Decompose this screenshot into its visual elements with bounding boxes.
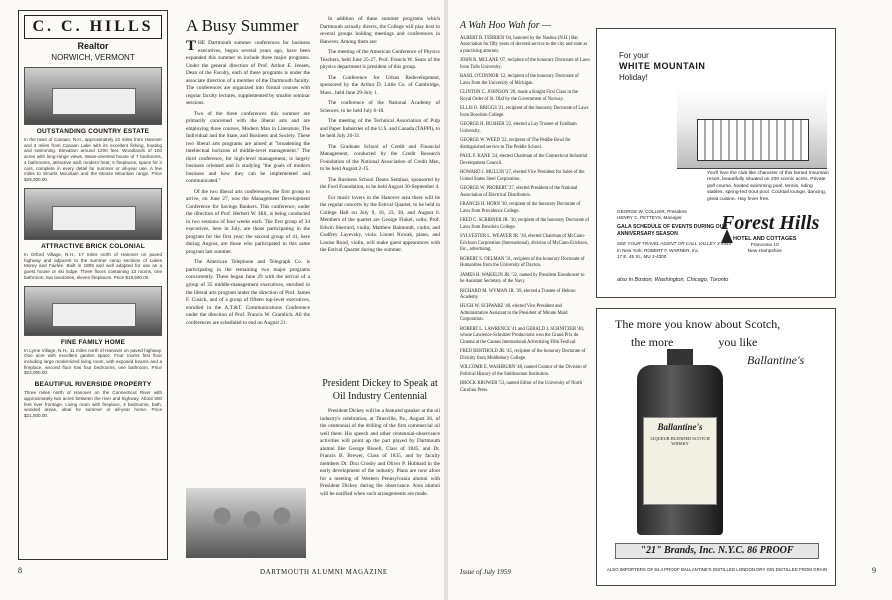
paragraph: For music lovers in the Hanover area there will be the regular concerts by the Estival Quartet, to be held in College Hall on July 9, 16, 23, 30, and August 6. Members of the quartet are George Finkel, cello; Prof. Edwin Sherrard, violin; Matthew Raimondi, violin; and Godfrey Layevsky, viola. Lionel Nowak, piano, and Louise Rood, violin, will make guest appearances with the Estival Quartet during the summer. [320,194,440,254]
paragraph: President Dickey will be a featured speaker at the oil industry's celebration, at Titusville, Pa., August 26, of the centennial of the drilling of the first commercial oil well there. His speech and other centennial-observance activities will point up the part played by Dartmouth alumni like George Bissell, Class of 1845, and Dr. Francis B. Brewer, Class of 1835, and by faculty members Dr. Dixi Crosby and Oliver P. Hubbard in the early development of the industry. Plans are now afoot for a meeting of Western Pennsylvania alumni with President Dickey during the observance. Area alumni will be notified when such arrangements are made. [320,408,440,497]
paragraph: The Business School Deans Seminar, sponsored by the Ford Foundation, to be held August 30-September 4. [320,176,440,191]
paragraph: Two of the three conferences this summer are primarily concerned with the liberal arts and are employing three courses, Modern Man in Literature, The Individual and the State, and Business and Society. These two liberal arts programs are aimed at "broadening the intellectual horizons of middle-level management." The third conference, for high-level management, is largely business oriented and is studying "the goals of modern business and how they can be implemented and communicated." [186,110,310,185]
article-headline: A Busy Summer [186,16,299,35]
list-item: FRANCIS H. HORN '30, recipient of the honorary Doctorate of Laws from Providence College. [460,202,581,214]
list-item: JAMES H. WAKELIN JR. '32, named by President Eisenhower to be Assistant Secretary of the Navy. [460,272,585,285]
schedule-title: GALA SCHEDULE OF EVENTS DURING OUR ANNIVERSARY SEASON [617,224,728,238]
wah-hoo-list [460,36,590,397]
list-item: ALBERT B. TERRIEN '04, honored by the Nashua (N.H.) Bar Association for fifty years of devoted service to the city and state as a practicing attorney. [460,36,588,54]
bottle-label [643,417,717,505]
agent-line: SEE YOUR TRAVEL AGENT OR CALL VALLEY 3-5544 [617,241,732,247]
wah-hoo-title: A Wah Hoo Wah for — [460,20,552,31]
brand-state: New Hampshire [747,249,782,255]
page-number-right: 9 [872,566,876,575]
tagline-line: For your [619,51,649,60]
label-text: LIQUEUR BLENDED SCOTCH WHISKY [650,435,710,447]
family-home-photo [24,286,162,336]
brand-town: Franconia 10 [750,243,779,249]
scotch-headline [631,335,757,350]
manager-line: HENRY C. PETTEYS, Manager [617,215,682,221]
scotch-word: you like [718,335,758,349]
brand-sub-line: HOTEL AND COTTAGES [733,236,797,242]
realtor-role: Realtor [77,41,109,51]
list-item: GEORGE W. PROBERT '27, elected President of the National Association of Electrical Distributors. [460,186,578,198]
scotch-brand-line: Ballantine's [747,353,805,367]
ny-address: 17 E. 45 St., MU 2-4300 [617,253,667,259]
listing-title: FINE FAMILY HOME [60,338,126,346]
list-item: WILCOMB E. WASHBURN '48, named Curator of the Division of Political History of the Smithsonian Institution. [460,365,587,377]
paragraph: The American Telephone and Telegraph Co. is participating in the remaining two major programs concurrently. These began June 29 with the arrival of a group of 35 middle-management executives, enrolled in the liberal arts program under the direction of Prof. James F. Cusick, and of a group of fifteen top-level executives, enrolled in the A.T.&T. Communications Conference under the direction of Prof. Francis W. Gramlich. All the conferences are scheduled to end on August 21. [186,259,310,326]
oil-article-body [320,408,440,501]
graduates-photo [186,488,306,558]
page-right [448,0,892,600]
realtor-ad [18,10,168,560]
paragraph: The meeting of the Technical Association of Pulp and Paper Industries of the U.S. and Canada (TAPPI), to be held July 20-31. [320,118,440,140]
list-item: BASIL O'CONNOR '12, recipient of the honorary Doctorate of Laws from the University of Michigan. [460,74,579,86]
hotel-brand-sub [733,236,796,256]
label-brand: Ballantine's [657,422,703,432]
article-column-1 [186,40,310,330]
list-item: FRED BERTHOLD JR. '45, recipient of the honorary Doctorate of Divinity from Middlebury College. [460,349,586,361]
list-item: BROCK BROWER '53, named Editor of the University of North Carolina Press. [460,381,582,393]
paragraph: HE Dartmouth summer conferences for business executives, begun several years ago, have been expanded this summer to include three major programs. Under the general direction of Prof. Arthur E. Jensen, Dean of the Faculty, each of these programs is under the associate direction of a member of the Dartmouth faculty. The conferences are organized into formal courses with regular faculty lectures, supplemented by smaller seminar sessions. [186,40,310,107]
distributor-bar: "21" Brands, Inc. N.Y.C. 86 PROOF [615,543,819,559]
issue-date: Issue of July 1959 [460,568,511,576]
listing-text: In Orford Village, N.H., 17 miles north of Hanover on paved highway and adjacent to the summer camp sections of Lakes Morey and Fairlee. Built in 1809 and well adapted for use as a guest house or ski lodge. Three floors containing 13 rooms, one bathroom, two lavatories, eleven fireplaces. Price $19,500.00. [24,251,162,280]
hotel-cities: also in Boston, Washington, Chicago, Toronto [617,277,729,283]
list-item: SYLVESTER L. WEAVER JR. '30, elected Chairman of McCann-Erickson Corporation (International), division of McCann-Erickson, Inc., advertising. [460,234,588,253]
colonial-photo [24,188,162,240]
listing-title: BEAUTIFUL RIVERSIDE PROPERTY [34,381,152,389]
scotch-headline: The more you know about Scotch, [615,317,781,331]
tagline-line: WHITE MOUNTAIN [619,61,706,72]
paragraph: The meeting of the American Conference of Physics Teachers, held June 25-27, Prof. Francis W. Sears of the physics department is president of this group. [320,49,440,71]
paragraph: The conference of the National Academy of Sciences, to be held July 6-18. [320,100,440,114]
list-item: RICHARD M. WYMAN JR. '39, elected a Trustee of Hebron Academy. [460,288,576,300]
hotel-tagline [619,51,705,83]
scotch-word: the more [631,335,674,349]
list-item: CLINTON C. JOHNSON '20, made a Knight First Class in the Royal Order of St. Olaf by the Government of Norway. [460,90,578,102]
listing-text: Three miles north of Hanover on the Connecticut River with approximately two acres between the river and highway. About 500 feet river frontage. Living room with fireplace, 4 bedrooms, bath, wooded areas, ideal for summer or all-year home. Price $21,500.00. [24,390,162,419]
page-number-left: 8 [18,566,22,575]
magazine-name: DARTMOUTH ALUMNI MAGAZINE [260,568,388,576]
dropcap: T [186,38,197,54]
import-line: ALSO IMPORTERS OF 94.4 PROOF BALLANTINE'S DISTILLED LONDON DRY GIN DISTILLED FROM GRAIN [606,567,828,572]
estate-photo [24,67,162,125]
list-item: ELLIS O. BRIGGS '21, recipient of the honorary Doctorate of Laws from Bowdoin College. [460,106,589,118]
paragraph: The Conference for Urban Redevelopment, sponsored by the Arthur D. Little Co. of Cambridge, Mass., held June 29-July 1. [320,74,440,96]
list-item: FRED C. SCRIBNER JR. '30, recipient of the honorary Doctorate of Laws from Bowdoin College. [460,218,590,230]
forest-hills-ad [596,28,836,298]
list-item: HOWARD J. MULLIN '27, elected Vice President for Sales of the United States Steel Corporation. [460,170,585,182]
hotel-description: You'll love the club-like character of this famed mountain resort, beautifully situated on 200 scenic acres. Private golf course, heated swimming pool, tennis, riding stables, spring-fed trout pool. Cocktail lounge, dancing, great cuisine. Hay fever free. [707,171,829,202]
list-item: ROBERT L. LAWRENCE '41 and GERALD J. SCHNITZER '40, whose Lawrence-Schnitzer Productions won the Grand Prix du Cinema at the Cannes International Advertising Film Festival. [460,326,584,345]
article-column-2 [320,16,440,258]
paragraph: The Graduate School of Credit and Financial Management, conducted by the Credit Research Foundation of the National Association of Credit Men, to be held August 2-15. [320,143,440,173]
listing-text: In the town of Canaan, N.H., approximately 22 miles from Hanover and 3 miles from Canaan Lake with its excellent fishing, boating and swimming. Elevation around 1200 feet. Woodlands of 100 acres with long-range views. Wave-oriented house of 7 bedrooms, 4 bathrooms, attractive wall; modern heat; 5 fireplaces, space for 4 cars, complete in every detail for summer or all-year use. A few miles to Smarts Mountain and the Moose Mountain range. Price $29,000.00. [24,137,162,183]
realtor-location: NORWICH, VERMONT [51,53,135,62]
list-item: JOHN R. MCLANE '07, recipient of the honorary Doctorate of Laws from Tufts University. [460,58,590,70]
listing-text: In Lyme Village, N.H., 11 miles north of Hanover on paved highway. One acre with excellent garden space. Four rooms first floor including large modernized living room, with exposed beams and a fireplace, second floor has four bedrooms, one bathroom. Price $23,000.00. [24,347,162,376]
list-item: PAUL F. KANE '24, elected Chairman of the Connecticut Industrial Development Council. [460,154,588,166]
hotel-brand: Forest Hills [721,212,820,234]
paragraph: In addition of these summer programs which Dartmouth actually directs, the College will play host to several groups holding meetings and conferences in Hanover. Among them are: [320,16,440,45]
realtor-logo: C. C. HILLS [24,15,162,39]
tagline-line: Holiday! [619,73,648,83]
list-item: ROBERT S. OELMAN '31, recipient of the honorary Doctorate of Humanities from the University of Dayton. [460,256,585,269]
list-item: HUGH W. SCHWARZ '40, elected Vice President and Administrative Assistant to the President of Minute Maid Corporation. [460,304,568,323]
manager-line: GEORGE W. COLLIER, President [617,209,687,214]
ballantines-ad [596,308,836,586]
hotel-management [617,209,737,260]
list-item: GEORGE H. BUSHER '22, elected a Lay Trustee of Fordham University. [460,122,577,134]
paragraph: Of the two liberal arts conferences, the first group to arrive, on June 27, was the Management Development Conference for Savings Bankers. This conference, under the direction of Prof. Herbert W. Hill, is being conducted in two sessions of four weeks each. The first group of 34 executives, here in July, are those participating in the program for the first year; the second group of 41, here during August, are those who participated in this same program last summer. [186,188,310,255]
ny-line: In New York: ROBERT F. WARNER, Inc. [617,247,700,253]
listing-title: ATTRACTIVE BRICK COLONIAL [41,242,145,250]
oil-article-headline: President Dickey to Speak at Oil Industry Centennial [322,378,438,402]
list-item: GEORGE W. WEED '22, recipient of The Peddie Bowl for distinguished service to The Peddie School. [460,138,571,150]
listing-title: OUTSTANDING COUNTRY ESTATE [36,128,150,135]
hotel-illustration [677,89,827,169]
page-left [0,0,444,600]
